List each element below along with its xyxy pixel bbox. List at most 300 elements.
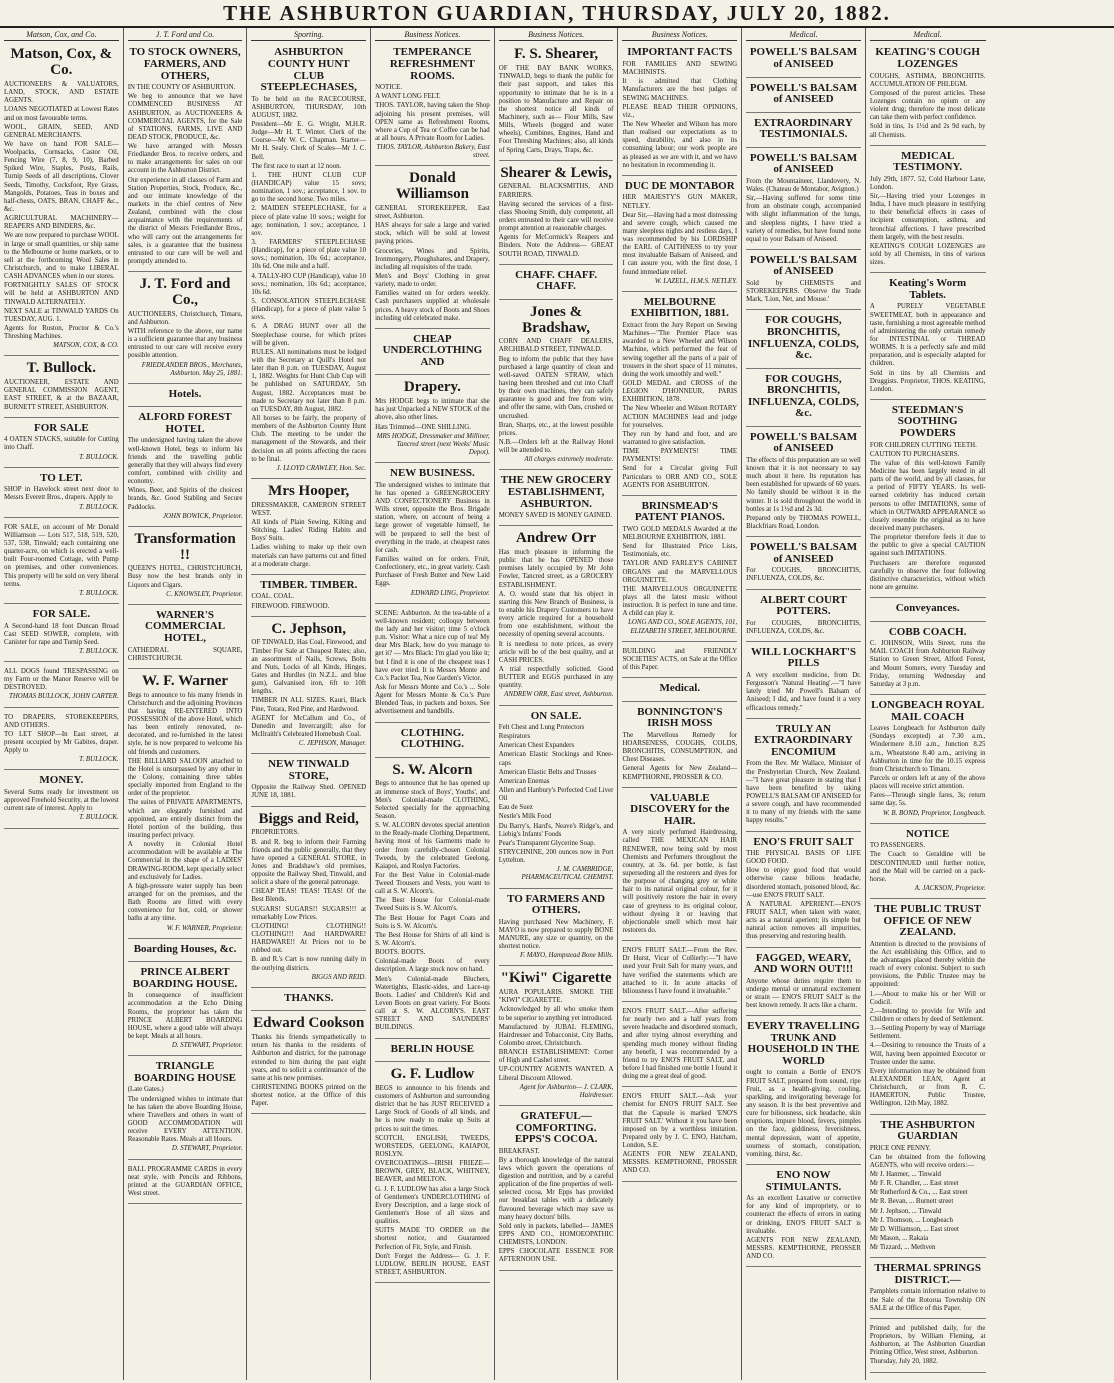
ad-heading: THERMAL SPRINGS DISTRICT.— — [874, 1262, 981, 1286]
ad-text: All kinds of Plain Sewing, Kilting and Stitching. Ladies' Riding Habits and Boys' Suits. — [251, 518, 367, 543]
ad-text: Mr D. Williamson, ... East street — [869, 1225, 959, 1233]
ad-text: Eau de Suez — [498, 804, 533, 812]
ad-text: For COUGHS, BRONCHITIS, INFLUENZA, COLDS, &c. — [746, 619, 861, 635]
ad-text: BEGS to announce to his friends and customers of Ashburton and surrounding district that he has JUST RECEIVED a Large Stock of Goods of all kinds, and he is now ready to make up Suits at prices to suit the times. — [375, 1084, 490, 1133]
ad-heading: Mrs Hooper, — [268, 482, 350, 499]
advertisement — [128, 1058, 243, 1159]
ad-heading: TRIANGLE BOARDING HOUSE — [134, 1060, 236, 1084]
ad-text: The New Wheeler and Wilson ROTARY ACTION MACHINES lead and judge for yourselves. — [622, 405, 738, 429]
ad-text: (Late Gates.) — [127, 1086, 164, 1094]
ad-heading: Medical. — [659, 682, 701, 695]
ad-text: Printed and published daily, for the Proprietors, by William Fleming, at Ashburton, at The Ashburton Guardian Printing Office, West street, Ashburton. — [869, 1324, 986, 1357]
ad-text: Sold only in packets, labelled— JAMES EPPS AND CO., HOMOEOPATHIC CHEMISTS, LONDON. — [498, 1222, 614, 1247]
ad-heading: THANKS. — [284, 991, 334, 1004]
ad-text: Nestle's Milk Food — [498, 813, 552, 821]
ad-signature: D. STEWART, Proprietor. — [171, 1042, 243, 1050]
ad-heading: THE PUBLIC TRUST OFFICE OF NEW ZEALAND. — [874, 903, 982, 939]
ad-text: July 29th, 1877. 52, Cold Harbour Lane, London. — [869, 175, 986, 191]
ad-text: OVERCOATINGS—IRISH FRIEZE—BROWN, GREY, BLACK, WHITNEY, BEAVER, and MELTON. — [375, 1160, 490, 1184]
ad-text: B. and R.'s Cart is now running daily in the outlying districts. — [251, 956, 367, 972]
advertisement — [870, 1321, 986, 1373]
advertisement — [128, 607, 243, 669]
ad-heading: Shearer & Lewis, — [500, 164, 612, 181]
advertisement — [375, 725, 490, 758]
ad-text: Begs to announce to his many friends in Christchurch and the adjoining Provinces that having RE-ENTERED INTO POSSESSION of the above Hotel, which has been entirely renovated, re-decorated, and re-furnished in the latest style, he is now prepared to welcome his old friends and customers. — [127, 691, 243, 756]
ad-heading: WILL LOCKHART'S PILLS — [750, 645, 856, 670]
ad-heading: Andrew Orr — [516, 530, 597, 547]
ad-heading: TO STOCK OWNERS, FARMERS, AND OTHERS, — [129, 46, 241, 82]
ad-text: OF TINWALD, Has Coal, Firewood, and Timber For Sale at Cheapest Rates; also, an assortment of Nails, Screws, Bolts and Nuts, Locks of all Kinds, Hinges, Gates and Hurdles (in N.Z.L. and blue gum), Galvanised iron, 6ft to 10ft lengths. — [251, 639, 367, 696]
ad-text: Thursday, July 20, 1882. — [869, 1358, 938, 1366]
ad-text: 5. CONSOLATION STEEPLECHASE (Handicap), for a piece of plate value 5 sovs. — [251, 298, 367, 322]
column-3 — [247, 28, 371, 1380]
ad-text: A high-pressure water supply has been arranged for on the premises, and the Bath Rooms are fitted with every convenience for hot, cold, or shower baths at any time. — [127, 882, 243, 923]
ad-text: Several Sums ready for investment on approved Freehold Security, at the lowest current rate of interest. Apply to — [4, 789, 119, 813]
ad-signature: MATSON, COX, & CO. — [53, 342, 119, 350]
ad-text: SCOTCH, ENGLISH, TWEEDS, WORSTEDS, GEELONG, KAIAPOI, ROSLYN. — [375, 1134, 490, 1159]
ad-text: They run by hand and foot, and are warranted to give satisfaction. — [622, 430, 738, 446]
ad-text: Allen and Hanbury's Perfected Cod Liver Oil — [498, 787, 614, 803]
ad-text: CAUTION TO PURCHASERS. — [869, 450, 960, 458]
ad-heading: ON SALE. — [530, 709, 582, 722]
ad-heading: FOR COUGHS, BRONCHITIS, INFLUENZA, COLDS, &c. — [748, 314, 859, 362]
advertisement — [870, 826, 986, 899]
ad-text: The Best House for Shirts of all kind is S. W. Alcorn's. — [375, 931, 490, 948]
ad-text: Manufactured by JUBAL FLEMING, Hairdresser and Tobacconist, City Baths, Colombo street, Christchurch. — [498, 1023, 614, 1047]
ad-heading: Edward Cookson — [253, 1015, 365, 1032]
ad-text: TAYLOR AND FARLEY'S CABINET ORGANS and the MARVELLOUS ORGUINETTE. — [622, 560, 738, 584]
ad-text: All horses to be fairly, the property of members of the Ashburton County Hunt Club. The meeting to be under the management of the Stewards, and their decision on all points affecting the races to be final. — [251, 414, 367, 463]
ad-heading: MONEY. — [39, 774, 84, 787]
ad-text: WOOL, GRAIN, SEED, AND GENERAL MERCHANTS. — [4, 123, 119, 139]
advertisement — [746, 80, 861, 113]
ad-heading: CLOTHING. CLOTHING. — [400, 726, 465, 751]
ad-heading: GRATEFUL—COMFORTING. EPPS'S COCOA. — [514, 1109, 598, 1146]
ad-text: THOS. TAYLOR, having taken the Shop adjoining his present premises, will OPEN same as Refreshment Rooms, where a Cup of Tea or Coffee can be had at all hours. A Private Room for Ladies. — [375, 102, 490, 142]
ad-text: Sir,—Having tried your Lozenges in India, I have much pleasure in testifying to their beneficial effects in cases of incipient consumption, asthma, and bronchial affections. I have prescribed them largely, with the best results. — [869, 193, 986, 241]
ad-text: QUEEN'S HOTEL, CHRISTCHURCH, Busy now the best brands only in Liquors and Cigars. — [127, 565, 243, 589]
ad-text: Having secured the services of a first-class Shoeing Smith, duly competent, all orders entrusted to their care will receive prompt attention at reasonable charges. — [498, 200, 614, 233]
advertisement — [251, 990, 366, 1012]
ad-text: We are now prepared to purchase WOOL in large or small quantities, or ship same to the Melbourne or home markets, or to sell at the forthcoming Wool Sales in Christchurch, and to make LIBERAL CASH ADVANCES when in our stores. — [4, 232, 119, 281]
advertisement — [128, 1162, 243, 1205]
ad-text: PLEASE READ THEIR OPINIONS, viz., — [622, 103, 738, 119]
ad-text: PROPRIETORS. — [251, 829, 299, 837]
ad-heading: ENO NOW STIMULANTS. — [765, 1168, 842, 1193]
ad-signature: MRS HODGE, Dressmaker and Milliner, Tancred street (next Weeks' Music Depot). — [376, 432, 490, 457]
ad-signature: All charges extremely moderate. — [524, 456, 614, 464]
ad-text: Men's Colonial-made Bluchers, Watertights, Elastic-sides, and Lace-up Boots. Ladies' and Children's Kid and Leven Boots on great variety. For Boots call at S. W. ALCORN'S. EAST STREET AND SAUNDERS' BUILDINGS. — [375, 975, 490, 1032]
advertisement — [4, 606, 119, 662]
advertisement — [746, 429, 861, 537]
ad-text: FOR FAMILIES AND SEWING MACHINISTS. — [622, 60, 738, 77]
ad-text: 6. A DRAG HUNT over all the Steeplechase course, for which prizes will be given. — [251, 323, 367, 347]
ad-text: Families waited on for orders. Fruit, Confectionery, etc., in great variety. Cash Purchaser of Fresh Butter and New Laid Eggs. — [375, 556, 490, 588]
ad-text: Families waited on for orders weekly. Cash purchasers supplied at wholesale prices. A heavy stock of Boots and Shoes including old celebrated make. — [375, 290, 490, 322]
column-1 — [0, 28, 124, 1380]
ad-signature: W. B. BOND, Proprietor, Longbeach. — [882, 809, 986, 817]
ad-heading: CHAFF. CHAFF. CHAFF. — [515, 268, 598, 293]
ad-text: KEATING'S COUGH LOZENGES are sold by all Chemists, in tins of various sizes. — [869, 242, 986, 267]
ad-heading: ALFORD FOREST HOTEL — [138, 411, 232, 435]
ad-text: CORN AND CHAFF DEALERS, ARCHIBALD STREET, TINWALD. — [498, 338, 614, 354]
ad-signature: T. BULLOCK. — [79, 756, 119, 764]
advertisement — [622, 294, 737, 496]
ad-text: FOR SALE, on account of Mr Donald Williamson — Lots 517, 518, 519, 520, 537, 538, Tinwald; each containing one quarter-acre, on which is erected a well-built Four-roomed Cottage, with Pump on premises, and other conveniences. This property will be sold on very liberal terms. — [4, 523, 119, 588]
advertisement — [870, 1117, 986, 1259]
ad-text: Bran, Sharps, etc., at the lowest possible prices. — [498, 421, 614, 437]
ad-text: AUCTIONEERS, Christchurch, Timaru, and Ashburton. — [127, 310, 243, 326]
advertisement — [746, 592, 861, 642]
advertisement — [746, 115, 861, 148]
ad-text: AGRICULTURAL MACHINERY—REAPERS AND BINDERS, &c. — [4, 215, 119, 231]
ad-text: Our experience in all classes of Farm and Station Properties, Stock, Produce, &c., and our intimate knowledge of the markets in the chief centres of New Zealand, combined with the close acquaintance with the requirements of the district of Messrs Friedlander Bros., who will carry out the arrangements for sales, is a guarantee that the business entrusted to our care will be well and promptly attended to. — [127, 176, 243, 266]
ad-text: Beg to inform the public that they have purchased a large quantity of clean and well-saved OATEN STRAW, which having been threshed and cut into Chaff by their own machines, they can safely guarantee is good and free from wire, and offer the same, with Oats, crushed or uncrushed. — [498, 355, 614, 420]
ad-text: COUGHS, ASTHMA, BRONCHITIS. ACCUMULATION OF PHLEGM. — [869, 72, 986, 88]
ad-heading: F. S. Shearer, — [514, 46, 599, 63]
advertisement — [375, 1064, 490, 1283]
ad-text: CHEAP TEAS! TEAS! TEAS! Of the Best Blends. — [251, 888, 367, 904]
advertisement — [746, 1018, 861, 1165]
advertisement — [746, 371, 861, 427]
ad-text: TWO GOLD MEDALS Awarded at the MELBOURNE EXHIBITION, 1881. — [622, 525, 738, 542]
ad-signature: A. JACKSON, Proprietor. — [914, 884, 986, 892]
advertisement — [746, 721, 861, 832]
ad-text: The suites of PRIVATE APARTMENTS, which are elegantly furnished and appointed, are entirely distinct from the Hotel portion of the building, thus insuring perfect privacy. — [127, 799, 243, 839]
ad-text: Mr Tizzard, ... Methven — [869, 1244, 936, 1252]
ad-text: IN THE COUNTY OF ASHBURTON. — [127, 84, 236, 92]
ad-text: Pamphlets contain information relative to the Sale of the Rotorua Township ON SALE at the Office of this Paper. — [869, 1288, 986, 1312]
ad-signature: W. LAZELL, H.M.S. NETLEY. — [654, 277, 738, 285]
ad-text: Mr Rutherford & Co., ... East street — [869, 1189, 968, 1197]
advertisement — [870, 600, 986, 622]
ad-text: 3.—Settling Property by way of Marriage Settlement. — [869, 1025, 986, 1041]
column-header: Business Notices. — [622, 30, 737, 41]
ad-text: 1. THE HUNT CLUB CUP (HANDICAP) value 15 sovs; nomination, 1 sov.; acceptance, 1 sov. to go to the second horse. Two miles. — [251, 171, 367, 204]
ad-text: Hats Trimmed—ONE SHILLING. — [375, 423, 471, 431]
ad-text: As an excellent Laxative or corrective for any kind of impropriety, or to counteract the effects of errors in eating or drinking, ENO'S FRUIT SALT is invaluable. — [746, 1195, 861, 1235]
ad-text: American Elastic Belts and Trusses — [498, 768, 597, 776]
ad-text: FIREWOOD. FIREWOOD. — [251, 602, 330, 610]
ad-text: Acknowledged by all who smoke them to be superior to anything yet introduced. — [498, 1006, 614, 1022]
ad-text: COAL. COAL. — [251, 593, 295, 601]
ad-text: The proprietor therefore feels it due to the public to give a special CAUTION against such IMITATIONS. — [869, 534, 986, 558]
ad-heading: FOR COUGHS, BRONCHITIS, INFLUENZA, COLDS, &c. — [748, 372, 859, 420]
ad-text: Mr R. Bevan, ... Burnett street — [869, 1198, 954, 1206]
ad-text: Dear Sir,—Having had a most distressing and severe cough, which caused me many sleepless nights and restless days, I was recommended by his LORDSHIP the EARL of CAITHNESS to try your most invaluable Balsam of Aniseed, and I can assure you, with the first dose, I found immediate relief. — [622, 211, 738, 276]
advertisement — [746, 1167, 861, 1267]
ad-text: OF THE BAY BANK WORKS, TINWALD, begs to thank the public for their past support, and takes this opportunity to intimate that he is in a position to Manufacture and Repair on the shortest notice all kinds of Machinery, such as— Flour Mills, Saw Mills, Wheels (bogged and water wheels), Combines, Engines, Hand and Foot Threshing Machines; also, all kinds of Spring Carts, Drays, Traps, &c. — [498, 65, 614, 154]
advertisement — [128, 274, 243, 384]
ad-text: Sir,—Having suffered for some time from an obstinate cough, accompanied with slight inflammation of the lungs, and sleepless nights, I have tried a variety of remedies, but have found none equal to your Balsam of Aniseed. — [746, 195, 861, 243]
ad-text: From the Rev. Mr Wallace, Minister of the Presbyterian Church, New Zealand.—"I have great pleasure in stating that I have been benefited by taking POWELL'S BALSAM OF ANISEED for a severe cough, and have recommended it to many of my friends with the same happy results." — [746, 760, 861, 825]
advertisement — [128, 386, 243, 408]
ad-signature: BIGGS AND REID. — [311, 973, 367, 981]
ad-text: President—Mr E. G. Wright, M.H.R. Judge—Mr H. T. Winter. Clerk of the Course—Mr W. C. Chapman. Starter—Mr H. Sealy. Clerk of Scales—Mr J. C. Bell. — [251, 121, 367, 161]
ad-text: How to enjoy good food that would otherwise cause bilious headache, disordered stomach, poisoned blood, &c.—use ENO'S FRUIT SALT. — [746, 867, 861, 899]
advertisement — [746, 252, 861, 311]
advertisement — [622, 943, 737, 1002]
ad-text: THE PHYSICAL BASIS OF LIFE GOOD FOOD. — [746, 850, 861, 866]
ad-text: GOLD MEDAL and CROSS of the LEGION D'HONNEUR, PARIS EXHIBITION, 1878. — [622, 379, 738, 404]
ad-text: A very excellent medicine, from Dr. Fergusson's 'Natural Heating'.—"I have lately tried Mr Powell's Balsam of Aniseed; I did, and have found it a very efficacious remedy." — [746, 672, 861, 712]
advertisement — [870, 275, 986, 400]
ad-text: A trial respectfully solicited. Good BUTTER and EGGS purchased in any quantity. — [498, 665, 614, 690]
ad-text: To be held on the RACECOURSE, ASHBURTON, THURSDAY, 10th AUGUST, 1882. — [251, 95, 367, 119]
ad-text: TO PASSENGERS. — [869, 842, 925, 850]
ad-text: PRICE ONE PENNY. — [869, 1144, 931, 1152]
ad-heading: POWELL'S BALSAM of ANISEED — [749, 46, 858, 70]
advertisement — [251, 1013, 366, 1114]
ad-heading: PRINCE ALBERT BOARDING HOUSE. — [132, 966, 238, 990]
ad-text: Felt Chest and Lung Protectors — [498, 724, 585, 732]
ad-heading: IMPORTANT FACTS — [627, 46, 733, 59]
ad-signature: J. M. CAMBRIDGE, PHARMACEUTICAL CHEMIST. — [521, 866, 614, 882]
ad-text: Opposite the Railway Shed. OPENED JUNE 18, 1881. — [251, 784, 367, 800]
column-2 — [124, 28, 248, 1380]
ad-text: Send for a Circular giving Full Particulars to ORR AND CO., SOLE AGENTS FOR ASHBURTON. — [622, 465, 738, 489]
ad-heading: POWELL'S BALSAM of ANISEED — [749, 253, 858, 278]
ad-text: Pear's Transparent Glycerine Soap. — [498, 839, 596, 847]
advertisement — [251, 619, 366, 755]
advertisement — [870, 148, 986, 274]
ad-signature: T. BULLOCK. — [79, 453, 119, 461]
ad-text: General Agents for New Zealand— KEMPTHORNE, PROSSER & CO. — [622, 765, 738, 781]
ad-text: Every information may be obtained from ALEXANDER LEAN, Agent at Christchurch, or from R. C. HAMERTON, Public Trustee, Wellington, 12th May, 1882. — [869, 1067, 986, 1108]
advertisement — [4, 358, 119, 417]
ad-text: By a thorough knowledge of the natural laws which govern the operations of digestion and nutrition, and by a careful application of the fine properties of well-selected cocoa, Mr Epps has provided our breakfast tables with a delicately flavoured beverage which may save us many heavy doctors' bills. — [498, 1156, 614, 1221]
ad-text: AGENTS FOR NEW ZEALAND, MESSRS. KEMPTHORNE, PROSSER AND CO. — [622, 1151, 738, 1175]
ad-heading: STEEDMAN'S SOOTHING POWDERS — [891, 403, 964, 440]
advertisement — [251, 577, 366, 617]
advertisement — [128, 941, 243, 963]
ad-text: LOANS NEGOTIATED at Lowest Rates and on most favourable terms. — [4, 106, 119, 122]
ad-text: A WANT LONG FELT. — [375, 93, 441, 101]
ad-text: Sold in tins, 1s 1½d and 2s 9d each, by all Chemists. — [869, 123, 986, 139]
ad-text: A NATURAL APERIENT.—ENO'S FRUIT SALT, when taken with water, acts as a natural aperient; its simple but natural action removes all impurities, thus preserving and restoring health. — [746, 900, 861, 941]
ad-heading: MEDICAL TESTIMONY. — [893, 149, 963, 174]
ad-text: FOR CHILDREN CUTTING TEETH. — [869, 441, 977, 449]
ad-signature: T. BULLOCK. — [79, 814, 119, 822]
advertisement — [499, 163, 614, 265]
ad-heading: W. F. Warner — [141, 672, 229, 689]
ad-text: UP-COUNTRY AGENTS WANTED. A Liberal Discount Allowed. — [498, 1066, 614, 1082]
advertisement — [251, 44, 366, 479]
advertisement — [375, 377, 490, 463]
ad-text: EPPS CHOCOLATE ESSENCE FOR AFTERNOON USE. — [498, 1248, 614, 1264]
columns — [0, 28, 1114, 1380]
ad-signature: C. JEPHSON, Manager. — [298, 740, 367, 748]
ad-heading: Hotels. — [168, 387, 202, 400]
ad-text: The Best House for Colonial-made Tweed Suits is S. W. Alcorn's. — [375, 897, 490, 913]
ad-heading: COBB COACH. — [888, 625, 967, 638]
ad-text: The first race to start at 12 noon. — [251, 162, 342, 170]
ad-heading: Conveyances. — [895, 602, 960, 615]
ad-text: THE BILLIARD SALOON attached to the Hotel is unsurpassed by any other in the Colony, containing three tables specially imported from England to the order of the proprietor. — [127, 757, 243, 798]
ad-text: NEXT SALE at TINWALD YARDS On TUESDAY, AUG. 1. — [4, 307, 119, 323]
advertisement — [870, 44, 986, 145]
ad-text: 3. FARMERS' STEEPLECHASE (Handicap), for a piece of plate value 10 sovs.; nomination, 10s 6d.; acceptance, 10s 6d. One mile and a half. — [251, 239, 367, 271]
ad-text: Ladies wishing to make up their own materials can have patterns cut and fitted at a moderate charge. — [251, 544, 367, 568]
ad-signature: THOMAS BULLOCK, JOHN CARTER. — [9, 693, 119, 701]
ad-heading: ENO'S FRUIT SALT — [753, 835, 854, 848]
advertisement — [128, 964, 243, 1056]
ad-text: The value of this well-known Family Medicine has been largely tested in all parts of the world, and by all classes, for a period of FIFTY YEARS. Its well-earned celebrity has induced certain persons to offer IMITATIONS, some of which in OUTWARD APPEARANCE so closely resemble the original as to have deceived many purchasers. — [869, 459, 986, 532]
column-header: J. T. Ford and Co. — [128, 30, 243, 41]
advertisement — [870, 402, 986, 598]
ad-text: CLOTHING! CLOTHING!! CLOTHING!!! And HARDWARE! HARDWARE!! At Prices not to be rubbed out. — [251, 922, 367, 955]
advertisement — [870, 901, 986, 1114]
ad-signature: FRIEDLANDER BROS., Merchants, Ashburton. May 25, 1881. — [141, 361, 243, 377]
ad-heading: Donald Williamson — [395, 170, 469, 203]
advertisement — [622, 704, 737, 788]
ad-text: BUILDING and FRIENDLY SOCIETIES' ACTS, on Sale at the Office of this Paper. — [622, 647, 738, 672]
ad-text: A very nicely perfumed Hairdressing, called THE MEXICAN HAIR RENEWER, now being sold by most Chemists and Perfumers throughout the country, at 3s. 6d. per bottle, is fast superseding all the restorers and dyes for the purpose of changing grey or white hair to its natural original colour, for it will positively restore the hair in every case of greyness to its original colour, without dyeing it or leaving that objectionable smell which most hair restorers do. — [622, 829, 738, 934]
ad-signature: ANDREW ORR, East street, Ashburton. — [504, 691, 614, 699]
ad-text: 1.—About to make his or her Will or Codicil. — [869, 990, 986, 1006]
advertisement — [499, 302, 614, 471]
ad-heading: TO LET. — [40, 471, 83, 484]
ad-text: FORTNIGHTLY SALES OF STOCK will be held at ASHBURTON AND TINWALD ALTERNATELY. — [4, 282, 119, 306]
ad-text: AGENTS FOR NEW ZEALAND, MESSRS. KEMPTHORNE, PROSSER AND CO. — [746, 1236, 861, 1261]
ad-signature: T. BULLOCK. — [79, 647, 119, 655]
ad-heading: DUC DE MONTABOR — [624, 179, 735, 192]
ad-text: CHRISTENING BOOKS printed on the shortest notice, at the Office of this Paper. — [251, 1084, 367, 1108]
ad-signature: C. KNOWSLEY, Proprietor. — [166, 590, 243, 598]
column-header: Sporting. — [251, 30, 366, 41]
ad-text: Sold in tins by all Chemists and Druggists. Proprietor, THOS. KEATING, London. — [869, 369, 986, 393]
ad-heading: NEW TINWALD STORE, — [268, 758, 350, 782]
ad-text: We beg to announce that we have COMMENCED BUSINESS AT ASHBURTON, as AUCTIONEERS & COMMERCIAL AGENTS, for the Sale of STATIONS, FARMS, LIVE AND DEAD STOCK, PRODUCE, &c. — [127, 93, 243, 141]
ad-text: Prepared only by THOMAS POWELL, Blackfriars Road, London. — [746, 514, 861, 531]
advertisement — [128, 44, 243, 272]
column-header: Business Notices. — [375, 30, 490, 41]
advertisement — [4, 44, 119, 356]
ad-text: Ask for Messrs Monte and Co.'s ... Sole Agent for Messrs Monte & Co.'s Pure Blended Teas, in packets and boxes. See advertisement and handbills. — [375, 683, 490, 716]
ad-heading: T. Bullock. — [26, 360, 96, 377]
advertisement — [622, 680, 737, 702]
ad-heading: NEW BUSINESS. — [390, 467, 475, 480]
ad-text: Parcels or orders left at any of the above places will receive strict attention. — [869, 774, 986, 791]
ad-signature: T. BULLOCK. — [79, 589, 119, 597]
ad-text: SHOP in Havelock street next door to Messrs Everett Bros., drapers. Apply to — [4, 486, 119, 502]
advertisement — [746, 150, 861, 250]
ad-text: N.B.—Orders left at the Railway Hotel will be attended to. — [498, 439, 614, 455]
advertisement — [746, 834, 861, 948]
ad-text: A novelty in Colonial Hotel accommodation will be available at The Commercial in the shape of a LADIES' DRAWING-ROOM, kept specially select and exclusively for Ladies. — [127, 841, 243, 881]
ad-text: A PURELY VEGETABLE SWEETMEAT, both in appearance and taste, furnishing a most agreeable method of administering the only certain remedy for INTESTINAL or THREAD WORMS. It is a perfectly safe and mild preparation, and is especially adapted for children. — [869, 303, 986, 368]
ad-text: BOOTS. BOOTS. — [375, 949, 426, 957]
advertisement — [622, 1004, 737, 1087]
ad-text: ALL DOGS found TRESPASSING on my Farm or the Manor Reserve will be DESTROYED. — [4, 668, 119, 692]
ad-heading: Biggs and Reid, — [258, 810, 359, 827]
ad-text: AGENT for McCallum and Co., of Dunedin and Invercargill; also for McIlraith's Celebrated Homebush Coal. — [251, 714, 367, 738]
ad-text: The Coach to Geraldine will be DISCONTINUED until further notice, and the Mail will be carried on a pack-horse. — [869, 851, 986, 883]
ad-text: Purchasers are therefore requested carefully to observe the four following distinctive characteristics, without which none are genuine. — [869, 559, 986, 591]
advertisement — [375, 168, 490, 328]
ad-signature: JOHN BOWICK, Proprietor. — [163, 512, 243, 520]
ad-signature: W. F. WARNER, Proprietor. — [166, 924, 243, 932]
ad-text: Mr Mason, ... Rakaia — [869, 1235, 929, 1243]
ad-text: Thanks his friends sympathetically to return his thanks to the residents of Ashburton and district, for the patronage extended to him during the past eight years, and to solicit a continuance of the same at his new premises. — [251, 1034, 367, 1082]
advertisement — [128, 671, 243, 939]
ad-text: TO LET SHOP—In East street, at present occupied by Mr Gabites, draper. Apply to — [4, 730, 119, 755]
ad-text: Colonial-made Boots of every description. A large stock now on hand. — [375, 958, 490, 974]
ad-heading: NOTICE — [905, 827, 950, 840]
ad-heading: MELBOURNE EXHIBITION, 1881. — [630, 295, 729, 320]
ad-text: It is needless to note prices, as every article will be of the best quality, and at CASH PRICES. — [498, 640, 614, 664]
ad-text: It is admitted that Clothing Manufacturers are the best judges of SEWING MACHINES. — [622, 78, 738, 102]
ad-signature: Agent for Ashburton— J. CLARK, Hairdresser. — [519, 1083, 614, 1099]
masthead — [0, 0, 1114, 28]
advertisement — [870, 624, 986, 695]
advertisement — [499, 1108, 614, 1271]
advertisement — [4, 664, 119, 708]
advertisement — [4, 772, 119, 828]
ad-heading: FAGGED, WEARY, AND WORN OUT!!! — [753, 951, 854, 976]
ad-text: Mr J. Jephson, ... Tinwald — [869, 1207, 942, 1215]
advertisement — [499, 44, 614, 160]
advertisement — [499, 891, 614, 967]
ad-heading: BRINSMEAD'S PATENT PIANOS. — [634, 499, 725, 524]
ad-heading: Drapery. — [403, 379, 461, 396]
advertisement — [622, 498, 737, 642]
ad-text: Can be obtained from the following AGENTS, who will receive orders:— — [869, 1153, 986, 1169]
ad-text: SUGARS! SUGARS!! SUGARS!!! at remarkably Low Prices. — [251, 905, 367, 921]
ad-text: AUCTIONEERS & VALUATORS, LAND, STOCK, AND ESTATE AGENTS. — [4, 80, 119, 105]
ad-heading: Transformation !! — [134, 530, 236, 563]
advertisement — [622, 1089, 737, 1181]
ad-signature: THOS. TAYLOR, Ashburton Bakery, East street. — [376, 144, 490, 160]
ad-text: BRANCH ESTABLISHMENT: Corner of High and Cashel street. — [498, 1049, 614, 1065]
ad-text: Mr J. Thomson, ... Longbeach — [869, 1216, 953, 1224]
advertisement — [746, 539, 861, 589]
advertisement — [375, 760, 490, 1039]
ad-text: RULES. All nominations must be lodged with the Secretary at Quill's Hotel not later than 8 p.m. on TUESDAY, August 1, 1882. Weights for Hunt Club Cup will be published on SATURDAY, 5th August, 1882. Acceptances must be made to Secretary not later than 8 p.m. on TUESDAY, 8th August, 1882. — [251, 348, 367, 413]
ad-heading: Matson, Cox, & Co. — [10, 46, 113, 79]
advertisement — [375, 606, 490, 723]
ad-heading: BERLIN HOUSE — [390, 1042, 475, 1055]
ad-signature: EDWARD LING, Proprietor. — [410, 589, 490, 597]
ad-text: ENO'S FRUIT SALT.—After suffering for nearly two and a half years from severe headache and disordered stomach, and after trying almost everything and spending much money without finding any benefit, I was recommended by a friend to try ENO'S FRUIT SALT, and before I had finished one bottle I found it doing me a great deal of good. — [622, 1007, 738, 1081]
ad-text: GENERAL BLACKSMITHS, AND FARRIERS. — [498, 183, 614, 199]
advertisement — [499, 528, 614, 705]
ad-signature: LONG AND CO., SOLE AGENTS, 101, ELIZABETH STREET, MELBOURNE. — [628, 619, 738, 635]
ad-heading: POWELL'S BALSAM of ANISEED — [749, 151, 858, 176]
advertisement — [870, 1260, 986, 1319]
column-7 — [742, 28, 866, 1380]
advertisement — [499, 968, 614, 1106]
advertisement — [622, 644, 737, 678]
column-8 — [866, 28, 990, 1380]
advertisement — [622, 790, 737, 941]
ad-text: Extract from the Jury Report on Sewing Machines—"The Premier Place was awarded to a New Wheeler and Wilson Machine, which performed the feat of sewing together all the parts of a pair of trousers in the short space of 11 minutes, doing the work smoothly and well." — [622, 322, 738, 378]
advertisement — [128, 409, 243, 527]
ad-text: DRESSMAKER, CAMERON STREET WEST. — [251, 501, 367, 517]
ad-text: Anyone whose duties require them to undergo mental or unnatural excitement or strain — ENO'S FRUIT SALT is the best known remedy. It acts like a charm. — [746, 977, 861, 1010]
ad-text: TO DRAPERS, STOREKEEPERS, AND OTHERS. — [4, 713, 119, 729]
ad-signature: J. LLOYD CRAWLEY, Hon. Sec. — [276, 464, 367, 472]
ad-heading: S. W. Alcorn — [392, 761, 473, 778]
advertisement — [375, 331, 490, 376]
ad-text: ENO'S FRUIT SALT.—Ask your chemist for ENO'S FRUIT SALT. See that the Capsule is marked 'ENO'S FRUIT SALT.' Without it you have been imposed on by a worthless imitation. Prepared only by J. C. ENO, Hatcham, London, S.E. — [622, 1093, 738, 1150]
ad-text: GENERAL STOREKEEPER, East street, Ashburton. — [375, 204, 490, 220]
ad-signature: T. BULLOCK. — [79, 503, 119, 511]
ad-heading: J. T. Ford and Co., — [139, 276, 231, 308]
ad-text: Sold by CHEMISTS and STOREKEEPERS. Observe the Trade Mark, 'Lion, Net, and Mouse.' — [746, 280, 861, 304]
ad-text: 2.—Intending to provide for Wife and Children or others by deed of Settlement. — [869, 1007, 986, 1023]
ad-text: We have on hand FOR SALE— Woolpacks, Cornsacks, Castor Oil, Fencing Wire (7, 8, 9, 10), Barbed Spiked Wire, Staples, Posts, Rails, Turnip Seeds of all descriptions, Clover Seeds, Timothy, Cocksfoot, Rye Grass, Mangolds, Potatoes, Teas in boxes and half-chests, OATS, BRAN, CHAFF &c., &c. — [4, 140, 119, 214]
